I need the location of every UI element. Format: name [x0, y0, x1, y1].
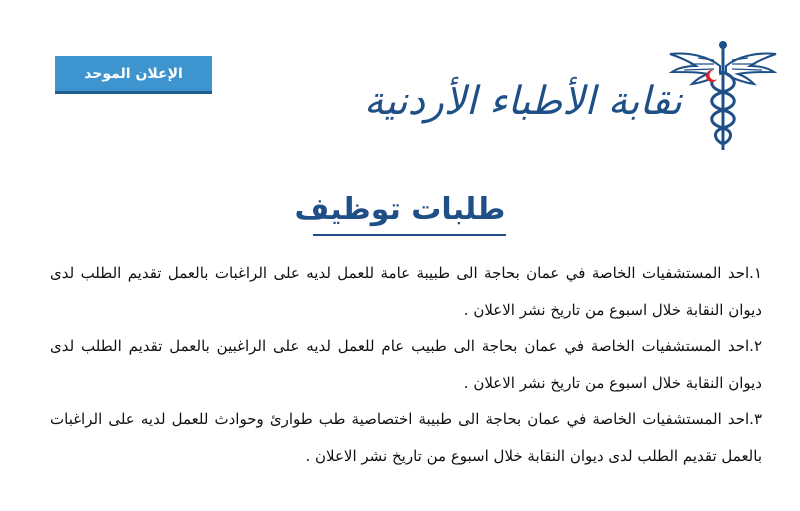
title-underline — [313, 234, 506, 236]
unified-announcement-badge — [55, 56, 212, 94]
page-title: طلبات توظيف — [294, 192, 506, 227]
caduceus-icon — [668, 38, 778, 153]
announcement-item-3: ٣.احد المستشفيات الخاصة في عمان بحاجة الى طبيبة اختصاصية طب طوارئ وحوادث للعمل لديه على الراغبات بالعمل تقديم الطلب لدى ديوان النقابة خلال اسبوع من تاريخ نشر الاعلان . — [50, 410, 762, 465]
association-logo-text: نقابة الأطباء الأردنية — [364, 79, 682, 124]
announcement-item-2: ٢.احد المستشفيات الخاصة في عمان بحاجة الى طبيب عام للعمل لديه على الراغبين بالعمل تقديم الطلب لدى ديوان النقابة خلال اسبوع من تاريخ نشر الاعلان . — [50, 337, 762, 392]
announcement-body — [50, 255, 762, 474]
announcement-item-1: ١.احد المستشفيات الخاصة في عمان بحاجة الى طبيبة عامة للعمل لديه على الراغبات بالعمل تقديم الطلب لدى ديوان النقابة خلال اسبوع من تاريخ نشر الاعلان . — [50, 264, 762, 319]
badge-label: الإعلان الموحد — [84, 65, 183, 82]
